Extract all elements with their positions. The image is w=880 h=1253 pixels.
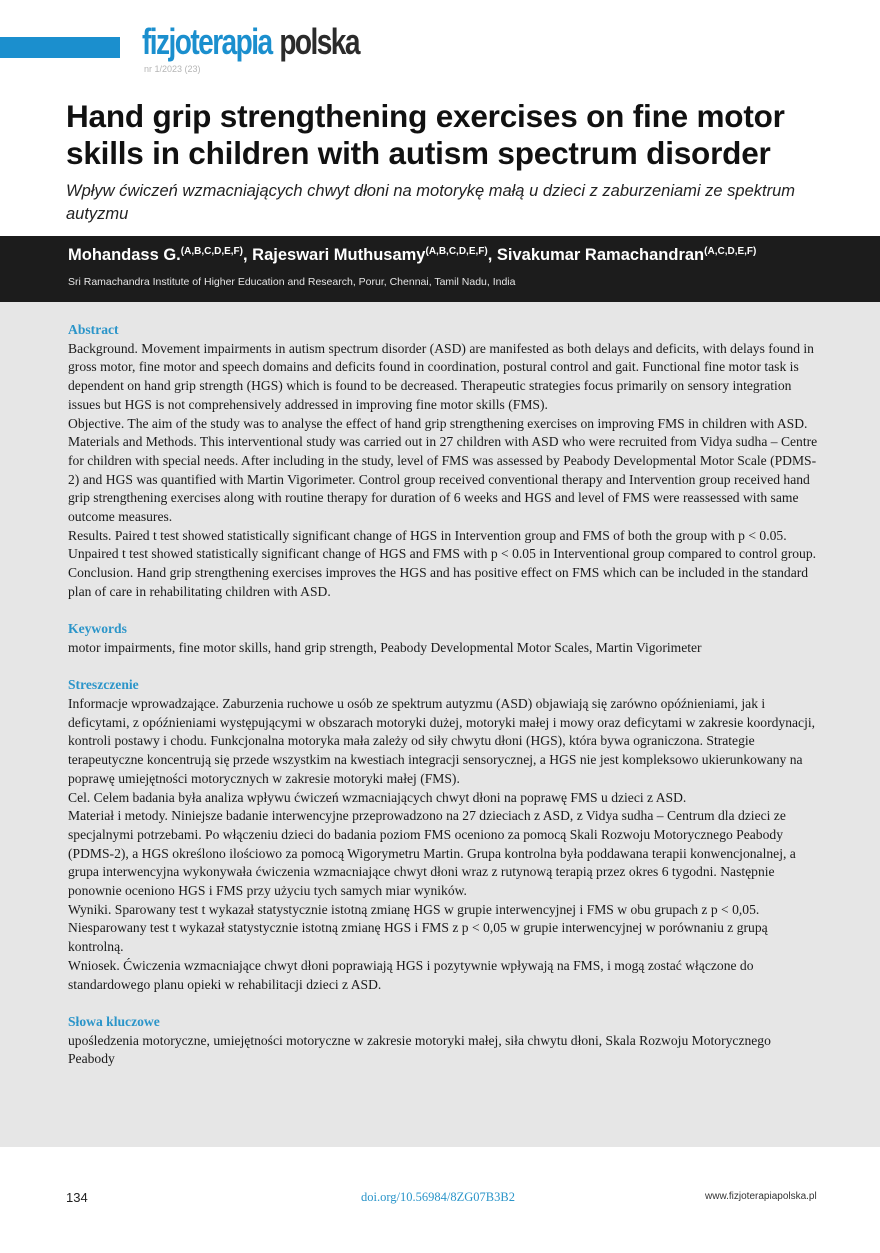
keywords-heading: Keywords bbox=[68, 621, 127, 637]
website-link[interactable]: www.fizjoterapiapolska.pl bbox=[705, 1191, 817, 1202]
slowa-kluczowe-heading: Słowa kluczowe bbox=[68, 1013, 160, 1029]
abstract-box bbox=[0, 302, 880, 1147]
abstract-content bbox=[68, 321, 820, 1069]
article-subtitle-polish: Wpływ ćwiczeń wzmacniających chwyt dłoni na motorykę małą u dzieci z zaburzeniami ze spektrum autyzmu bbox=[66, 182, 796, 223]
spacer bbox=[68, 602, 820, 621]
slowa-kluczowe-text: upośledzenia motoryczne, umiejętności motoryczne w zakresie motoryki małej, siła chwytu dłoni, Skala Rozwoju Motorycznego Peabody bbox=[68, 1032, 771, 1067]
streszczenie-intro: Informacje wprowadzające. Zaburzenia ruchowe u osób ze spektrum autyzmu (ASD) objawiają się zarówno opóźnieniami, jak i deficytami, z opóźnieniami występującymi w obszarach motoryki dużej, motoryki małej i mowy oraz deficytami w zakresie koordynacji, kontroli postawy i chodu. Funkcjonalna motoryka mała zależy od siły chwytu dłoni (HGS), która bywa ograniczona. Strategie terapeutyczne koncentrują się przede wszystkim na kwestiach integracji sensorycznej, a HGS nie jest kompleksowo ukierunkowany na poprawę umiejętności motorycznych w zakresie motoryki małej (FMS). bbox=[68, 696, 816, 786]
author-separator: , bbox=[487, 246, 497, 264]
authors-banner bbox=[0, 236, 880, 302]
author-name: Sivakumar Ramachandran bbox=[496, 246, 705, 264]
streszczenie-heading: Streszczenie bbox=[68, 677, 139, 693]
streszczenie-wniosek: Wniosek. Ćwiczenia wzmacniające chwyt dłoni poprawiają HGS i pozytywnie wpływają na FMS, i mogą zostać włączone do standardowego planu opieki w rehabilitacji dzieci z ASD. bbox=[68, 957, 754, 992]
author-contribution: (A,B,C,D,E,F) bbox=[425, 246, 488, 257]
streszczenie-metody: Materiał i metody. Niniejsze badanie interwencyjne przeprowadzono na 27 dzieciach z ASD, z Vidya sudha – Centrum dla dzieci ze specjalnymi potrzebami. Po włączeniu dzieci do badania poziom FMS oceniono za pomocą Skali Rozwoju Motorycznego Peabody (PDMS-2), a HGS określono ilościowo za pomocą Wigorymetru Martin. Grupa kontrolna była poddawana terapii konwencjonalnej, a grupa interwencyjna wykonywała ćwiczenia wzmacniające chwyt dłoni wraz z rutynową terapią przez okres 6 tygodni. Następnie ponownie oceniono HGS i FMS przy użyciu tych samych miar wyników. bbox=[68, 808, 796, 899]
author-name: Rajeswari Muthusamy bbox=[252, 246, 426, 264]
author-contribution: (A,C,D,E,F) bbox=[704, 246, 757, 257]
doi-link[interactable]: doi.org/10.56984/8ZG07B3B2 bbox=[361, 1190, 515, 1204]
abstract-conclusion: Conclusion. Hand grip strengthening exercises improves the HGS and has positive effect on FMS which can be included in the standard plan of care in rehabilitating children with ASD. bbox=[68, 565, 809, 599]
spacer bbox=[68, 658, 820, 677]
logo-fizjoterapia: fizjoterapia bbox=[142, 21, 272, 62]
brand-bar bbox=[0, 37, 120, 58]
spacer bbox=[68, 994, 820, 1013]
abstract-objective: Objective. The aim of the study was to analyse the effect of hand grip strengthening exercises on improving FMS in children with ASD. bbox=[68, 415, 808, 431]
abstract-heading: Abstract bbox=[68, 322, 119, 337]
author-separator: , bbox=[243, 246, 253, 264]
author-name: Mohandass G. bbox=[68, 246, 181, 264]
issue-number: nr 1/2023 (23) bbox=[144, 64, 201, 74]
page-number: 134 bbox=[66, 1190, 88, 1205]
keywords-text: motor impairments, fine motor skills, hand grip strength, Peabody Developmental Motor Scales, Martin Vigorimeter bbox=[68, 639, 702, 655]
article-title: Hand grip strengthening exercises on fine motor skills in children with autism spectrum disorder bbox=[66, 98, 785, 171]
streszczenie-cel: Cel. Celem badania była analiza wpływu ćwiczeń wzmacniających chwyt dłoni na poprawę FMS u dzieci z ASD. bbox=[68, 789, 687, 805]
logo-polska: polska bbox=[279, 21, 359, 62]
abstract-background: Background. Movement impairments in autism spectrum disorder (ASD) are manifested as both delays and deficits, with delays found in gross motor, fine motor and speech domains and deficits found in coordination, postural control and gait. Functional fine motor task is dependent on hand grip strength (HGS) which is found to be decreased. Therapeutic strategies focus primarily on sensory integration issues but HGS is not comprehensively addressed in improving fine motor skills (FMS). bbox=[68, 340, 814, 412]
affiliation: Sri Ramachandra Institute of Higher Education and Research, Porur, Chennai, Tamil Nadu, India bbox=[68, 276, 516, 288]
abstract-methods: Materials and Methods. This interventional study was carried out in 27 children with ASD who were recruited from Vidya sudha – Centre for children with special needs. After including in the study, level of FMS was assessed by Peabody Developmental Motor Scale (PDMS-2) and HGS was quantified with Martin Vigorimeter. Control group received conventional therapy and Intervention group received hand grip strengthening exercises along with routine therapy for duration of 6 weeks and HGS and level of FMS were reassessed with same outcome measures. bbox=[68, 434, 818, 525]
journal-logo bbox=[142, 22, 359, 62]
abstract-results: Results. Paired t test showed statistically significant change of HGS in Intervention group and FMS of both the group with p < 0.05. Unpaired t test showed statistically significant change of HGS and FMS with p < 0.05 in Interventional group compared to control group. bbox=[68, 527, 817, 562]
streszczenie-wyniki: Wyniki. Sparowany test t wykazał statystycznie istotną zmianę HGS w grupie interwencyjnej i FMS w obu grupach z p < 0,05. Niesparowany test t wykazał statystycznie istotną zmianę HGS i FMS z p < 0,05 w grupie interwencyjnej w porównaniu z grupą kontrolną. bbox=[68, 901, 768, 955]
author-contribution: (A,B,C,D,E,F) bbox=[180, 246, 243, 257]
author-list bbox=[68, 246, 756, 265]
